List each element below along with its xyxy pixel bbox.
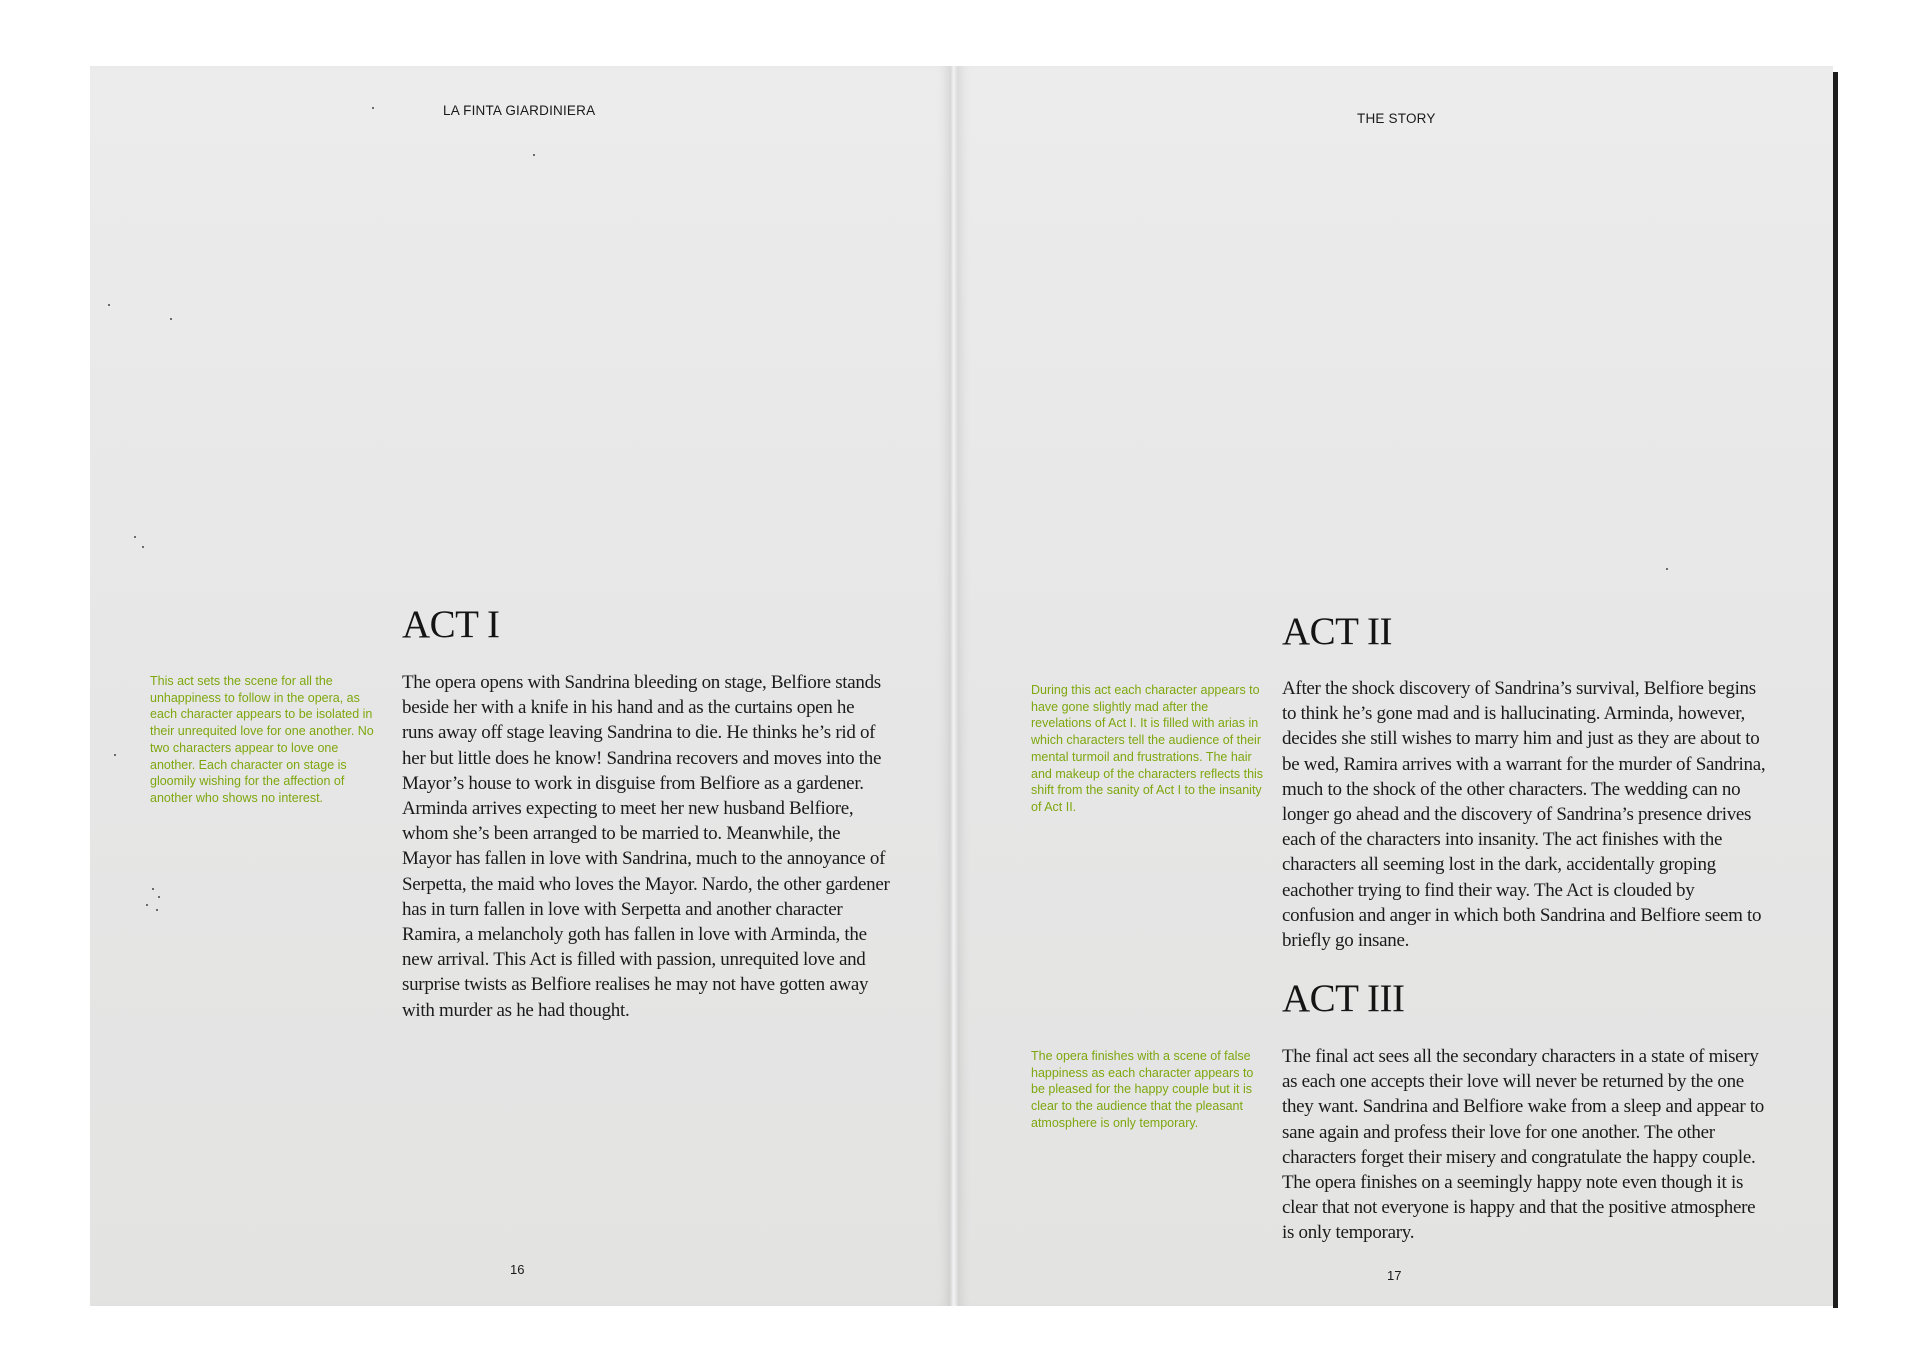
act-2-side-note: During this act each character appears to have gone slightly mad after the revelations of Act I. It is filled with arias in which characters tell the audience of their mental turmoil and frustrations. The hair and makeup of the characters reflects this shift from the sanity of Act I to the insanity of Act II. bbox=[1031, 683, 1264, 814]
book-back-edge bbox=[1833, 72, 1838, 1308]
right-page-number: 17 bbox=[1387, 1268, 1402, 1283]
book-spine bbox=[950, 66, 958, 1306]
left-page-number: 16 bbox=[510, 1262, 525, 1277]
act-3-body: The final act sees all the secondary characters in a state of misery as each one accepts their love will never be returned by the one they want. Sandrina and Belfiore wake from a sleep and appear to sane again and profess their love for one another. The other characters forget their misery and congratulate the happy couple. The opera finishes on a seemingly happy note even though it is clear that not everyone is happy and that the positive atmosphere is only temporary. bbox=[1282, 1046, 1764, 1244]
act-3-side-note: The opera finishes with a scene of false happiness as each character appears to be pleased for the happy couple but it is clear to the audience that the pleasant atmosphere is only temporary. bbox=[1031, 1049, 1254, 1130]
act-3-title: ACT III bbox=[1282, 977, 1405, 1020]
act-1-title: ACT I bbox=[402, 603, 500, 646]
act-1-body: The opera opens with Sandrina bleeding on stage, Belfiore stands beside her with a knife in his hand and as the curtains open he runs away off stage leaving Sandrina to die. He thinks he’s rid of her but little does he know! Sandrina recovers and moves into the Mayor’s house to work in disguise from Belfiore as a gardener. Arminda arrives expecting to meet her new husband Belfiore, whom she’s been arranged to be married to. Meanwhile, the Mayor has fallen in love with Sandrina, much to the annoyance of Serpetta, the maid who loves the Mayor. Nardo, the other gardener has in turn fallen in love with Serpetta and another character Ramira, a melancholy goth has fallen in love with Arminda, the new arrival. This Act is filled with passion, unrequited love and surprise twists as Belfiore realises he may not have gotten away with murder as he had thought. bbox=[402, 672, 890, 1021]
act-2-title: ACT II bbox=[1282, 610, 1393, 653]
act-1-side-note: This act sets the scene for all the unhappiness to follow in the opera, as each character appears to be isolated in their unrequited love for one another. No two characters appear to love one another. Each character on stage is gloomily wishing for the affection of another who shows no interest. bbox=[150, 674, 374, 805]
act-2-body: After the shock discovery of Sandrina’s survival, Belfiore begins to think he’s gone mad and is hallucinating. Arminda, however, decides she still wishes to marry him and just as they are about to be wed, Ramira arrives with a warrant for the murder of Sandrina, much to the shock of the other characters. The wedding can no longer go ahead and the discovery of Sandrina’s presence drives each of the characters into insanity. The act finishes with the characters all seeming lost in the dark, accidentally groping eachother trying to find their way. The Act is clouded by confusion and anger in which both Sandrina and Belfiore seem to briefly go insane. bbox=[1282, 678, 1766, 952]
right-running-header: THE STORY bbox=[1357, 111, 1436, 126]
left-running-header: LA FINTA GIARDINIERA bbox=[443, 103, 596, 118]
